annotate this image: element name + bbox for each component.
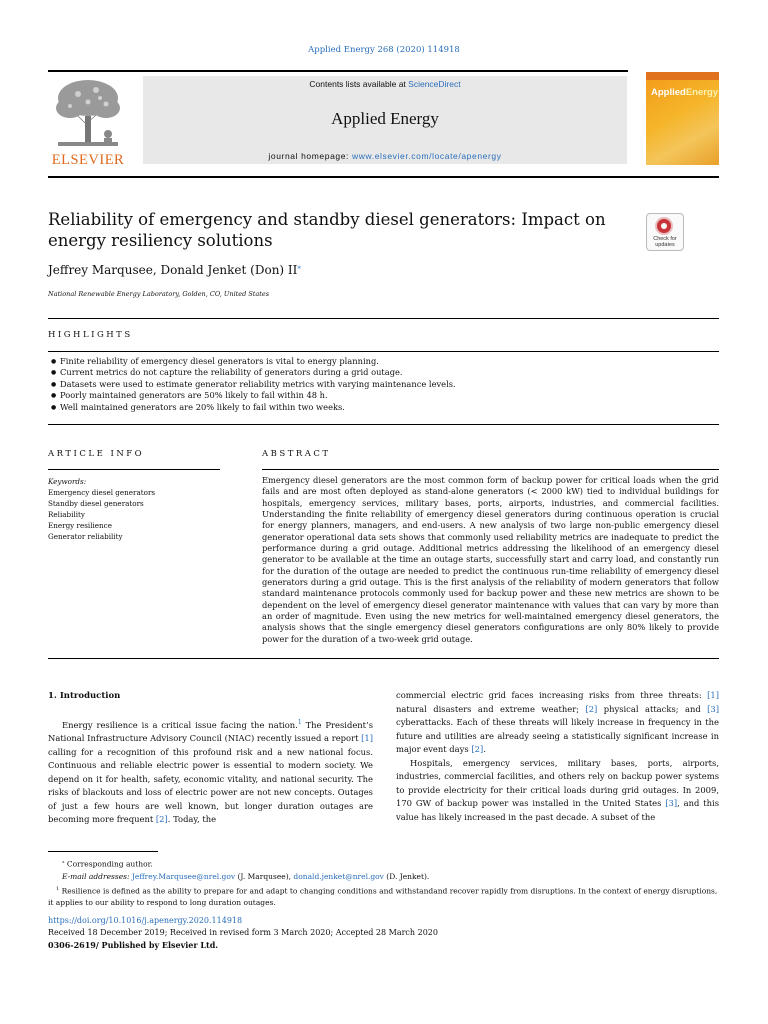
abstract-bottom-rule: [48, 658, 719, 659]
intro-paragraph: commercial electric grid faces increasing risks from three threats: [1] natural disasters and extreme weather; [2] physical attacks; and [3] cyberattacks. Each of these threats will likely increase in frequency in the future and utilities are already seeing a statistically significant increase in major event days [2].: [396, 690, 719, 754]
citation-link[interactable]: [3]: [707, 703, 719, 714]
journal-reference[interactable]: Applied Energy 268 (2020) 114918: [308, 45, 460, 55]
corresponding-author-mark[interactable]: ⁎: [297, 263, 301, 271]
section-heading-introduction: 1. Introduction: [48, 691, 121, 701]
issn-line: 0306-2619/ Published by Elsevier Ltd.: [48, 940, 219, 950]
abstract-heading: ABSTRACT: [262, 449, 331, 459]
citation-link[interactable]: [3]: [665, 798, 678, 808]
footnote-ref[interactable]: 1: [297, 719, 302, 726]
intro-paragraph: Energy resilience is a critical issue facing the nation.$^1$ The President’s National Infrastructure Advisory Council (NIAC) recently issued a report [1] calling for a recognition of this profound risk and a new national focus. Continuous and reliable electric power is essential to modern society. We depend on it for health, safety, economic vitality, and national security. The risks of blackouts and loss of electric power are not new concepts. Outages of just a few hours are well known, but longer duration outages are becoming more frequent [2]. Today, the: [48, 719, 374, 825]
citation-link[interactable]: [1]: [361, 733, 373, 744]
citation-link[interactable]: [1]: [707, 690, 719, 700]
article-info-heading: ARTICLE INFO: [48, 449, 145, 459]
highlights-top-rule: [48, 318, 719, 319]
article-info-rule: [48, 469, 220, 470]
check-updates-label: Check for updates: [653, 236, 677, 248]
keywords-title: Keywords:: [48, 477, 87, 486]
intro-paragraph: Hospitals, emergency services, military bases, ports, airports, industries, commercial facilities, and others rely on backup power systems to provide electricity for their critical loads during grid outages. In 2009, 170 GW of backup power was installed in the United States [3], and this value has likely increased in the past decade. A subset of the: [396, 757, 719, 822]
highlights-heading: HIGHLIGHTS: [48, 330, 133, 340]
email-link[interactable]: Jeffrey.Marqusee@nrel.gov: [131, 871, 236, 881]
intro-left-column: [48, 716, 373, 827]
corresponding-author-note: ⁎ Corresponding author.: [62, 859, 153, 869]
cover-title: AppliedEnergy: [651, 87, 719, 98]
elsevier-wordmark: ELSEVIER: [51, 152, 125, 168]
keywords-block: [48, 476, 155, 542]
journal-title[interactable]: Applied Energy: [331, 109, 439, 128]
keyword[interactable]: Energy resilience: [48, 521, 112, 530]
citation-link[interactable]: [2]: [471, 744, 484, 754]
email-addresses: E-mail addresses: Jeffrey.Marqusee@nrel.gov (J. Marqusee), donald.jenket@nrel.gov (D. Jenket).: [62, 871, 430, 881]
check-for-updates-button[interactable]: [646, 213, 684, 251]
homepage-link[interactable]: www.elsevier.com/locate/apenergy: [351, 151, 502, 161]
journal-homepage: journal homepage: www.elsevier.com/locate/apenergy: [268, 151, 502, 161]
keyword[interactable]: Generator reliability: [48, 532, 123, 541]
highlight-item: ● Current metrics do not capture the reliability of generators during a grid outage.: [48, 367, 718, 378]
citation-link[interactable]: [2]: [585, 703, 598, 714]
intro-right-column: [396, 689, 719, 824]
publication-info: [48, 915, 438, 951]
keyword[interactable]: Emergency diesel generators: [48, 488, 156, 497]
doi-link[interactable]: https://doi.org/10.1016/j.apenergy.2020.114918: [48, 916, 243, 925]
highlight-item: ● Well maintained generators are 20% likely to fail within two weeks.: [48, 402, 718, 413]
article-title: Reliability of emergency and standby diesel generators: Impact on energy resiliency solutions: [48, 210, 606, 250]
keyword[interactable]: Standby diesel generators: [48, 499, 144, 508]
footnote-1: $^1$ Resilience is defined as the ability to prepare for and adapt to changing conditions and withstandand recover rapidly from disruptions. In the context of energy disruptions, it applies to our ability to respond to long duration outages.: [48, 885, 718, 907]
elsevier-logo[interactable]: [48, 76, 128, 166]
cover-top-band: [646, 72, 719, 80]
check-updates-icon: [655, 217, 673, 235]
citation-link[interactable]: [2]: [155, 814, 168, 825]
footnote-rule: [48, 851, 158, 852]
keyword[interactable]: Reliability: [48, 510, 85, 519]
header-bottom-rule: [48, 176, 719, 178]
email-link[interactable]: donald.jenket@nrel.gov: [293, 871, 384, 881]
sciencedirect-link[interactable]: ScienceDirect: [408, 79, 461, 89]
highlight-item: ● Datasets were used to estimate generator reliability metrics with varying maintenance levels.: [48, 379, 718, 390]
journal-cover-thumbnail[interactable]: [646, 72, 719, 165]
header-top-rule: [48, 70, 628, 72]
highlights-list: [48, 356, 718, 413]
article-history: Received 18 December 2019; Received in revised form 3 March 2020; Accepted 28 March 2020: [48, 928, 438, 937]
abstract-rule: [262, 469, 719, 470]
abstract-text: Emergency diesel generators are the most common form of backup power for critical loads when the grid fails and are most often deployed as stand-alone generators (< 2000 kW) tied to individual buildings for hospitals, emergency services, military bases, ports, airports, industries, and commercial facilities. Understanding the finite reliability of emergency diesel generators during continuous operation is crucial for energy planners, managers, and end-users. A new analysis of two large non-public emergency diesel generator operational data sets shows that commonly used reliability metrics are inadequate to predict the performance during a grid outage. Additional metrics addressing the likelihood of an emergency diesel generator to be available at the time an outage starts, successfully start and carry load, and constantly run for the duration of the outage are needed to predict the continuous run-time reliability of emergency diesel generators during a grid outage. This is the first analysis of the reliability of modern generators that follow standard maintenance protocols commonly used for backup power and these new metrics are shown to be dependent on the level of emergency diesel generator maintenance with values that can vary by more than an order of magnitude. Even using the new metrics for well-maintained emergency diesel generators, the analysis shows that the single emergency diesel generators configurations are only 80% likely to provide power for the duration of a two-week grid outage.: [262, 475, 719, 644]
highlights-divider: [48, 351, 719, 352]
highlight-item: ● Finite reliability of emergency diesel generators is vital to energy planning.: [48, 356, 718, 367]
footnotes: [48, 856, 719, 909]
authors: Jeffrey Marqusee, Donald Jenket (Don) II⁎: [48, 263, 301, 277]
highlight-item: ● Poorly maintained generators are 50% likely to fail within 48 h.: [48, 390, 718, 401]
elsevier-tree-icon: [48, 76, 128, 148]
highlights-bottom-rule: [48, 424, 719, 425]
contents-line: Contents lists available at ScienceDirect: [309, 79, 461, 89]
affiliation: National Renewable Energy Laboratory, Golden, CO, United States: [48, 290, 270, 298]
